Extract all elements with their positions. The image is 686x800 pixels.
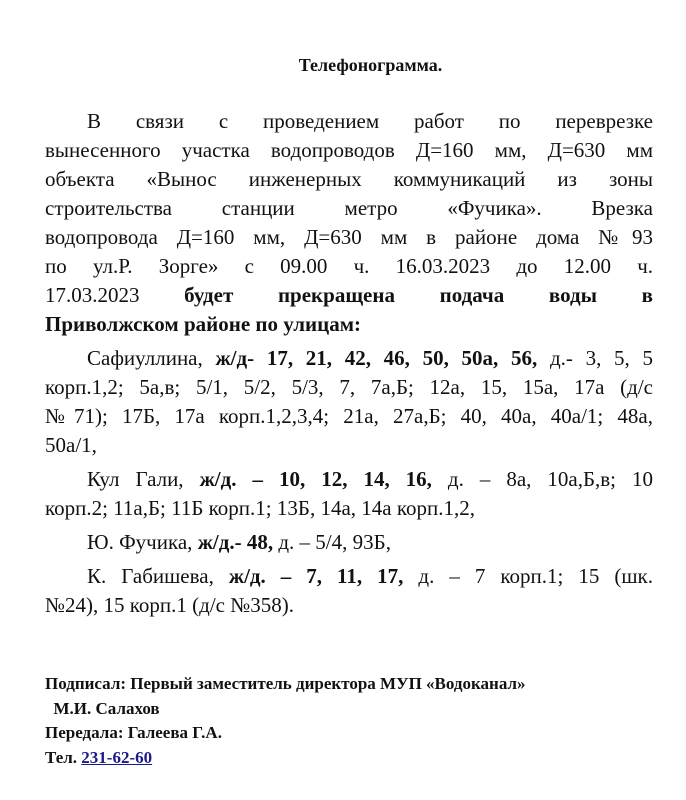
paragraph	[45, 562, 653, 620]
text: №24), 15 корп.1 (д/с №358).	[45, 593, 295, 617]
text-line	[45, 252, 653, 281]
text-line	[45, 310, 653, 339]
text: В связи с проведением работ по переврезке	[87, 109, 653, 133]
text-line	[45, 402, 653, 431]
text: Сафиуллина,	[87, 346, 216, 370]
text-line	[45, 528, 653, 557]
signature-block	[45, 672, 526, 770]
text-line	[45, 431, 653, 460]
text-line	[45, 165, 653, 194]
phone-label: Тел.	[45, 747, 82, 767]
bold-text: ж/д- 17, 21, 42, 46, 50, 50а, 56,	[215, 346, 538, 370]
phone-link[interactable]: 231-62-60	[81, 747, 153, 767]
text: корп.2; 11а,Б; 11Б корп.1; 13Б, 14а, 14а корп.1,2,	[45, 496, 475, 520]
text: д. – 5/4, 93Б,	[273, 530, 391, 554]
text-line	[45, 494, 653, 523]
text: корп.1,2; 5а,в; 5/1, 5/2, 5/3, 7, 7а,Б; 12а, 15, 15а, 17а (д/с	[45, 375, 653, 399]
text: №71); 17Б, 17а корп.1,2,3,4; 21а, 27а,Б; 40, 40а, 40а/1; 48а,	[45, 404, 653, 428]
text-line	[45, 281, 653, 310]
bold-text: будет прекращена подача воды в	[184, 283, 653, 307]
text-line	[45, 344, 653, 373]
bold-text: ж/д.- 48,	[197, 530, 274, 554]
text-line	[45, 107, 653, 136]
text: вынесенного участка водопроводов Д=160 мм, Д=630 мм	[45, 138, 653, 162]
signed-by: Подписал: Первый заместитель директора МУП «Водоканал»	[45, 674, 526, 693]
signer-name: М.И. Салахов	[45, 698, 160, 718]
paragraph	[45, 344, 653, 460]
text-line	[45, 223, 653, 252]
text: строительства станции метро «Фучика». Врезка	[45, 196, 653, 220]
text-line	[45, 373, 653, 402]
document-body	[45, 107, 653, 625]
paragraph	[45, 465, 653, 523]
text-line	[45, 194, 653, 223]
text: 17.03.2023	[45, 283, 185, 307]
sent-by: Передала: Галеева Г.А.	[45, 723, 222, 742]
text-line	[45, 465, 653, 494]
text-line	[45, 136, 653, 165]
text: 50а/1,	[45, 433, 97, 457]
text: Кул Гали,	[87, 467, 200, 491]
text: д. – 7 корп.1; 15 (шк.	[403, 564, 653, 588]
text: водопровода Д=160 мм, Д=630 мм в районе дома №93	[45, 225, 653, 249]
bold-text: Приволжском районе по улицам:	[45, 312, 362, 336]
text: Ю. Фучика,	[87, 530, 198, 554]
bold-text: ж/д. – 7, 11, 17,	[228, 564, 404, 588]
text: по ул.Р. Зорге» с 09.00 ч. 16.03.2023 до 12.00 ч.	[45, 254, 653, 278]
text-line	[45, 591, 653, 620]
text: д.- 3, 5, 5	[537, 346, 653, 370]
document-title: Телефонограмма.	[298, 55, 443, 75]
paragraph	[45, 528, 653, 557]
paragraph	[45, 107, 653, 339]
phone-line	[45, 746, 526, 771]
text: К. Габишева,	[87, 564, 229, 588]
text-line	[45, 562, 653, 591]
text: объекта «Вынос инженерных коммуникаций из зоны	[45, 167, 653, 191]
text: д. – 8а, 10а,Б,в; 10	[431, 467, 654, 491]
bold-text: ж/д. – 10, 12, 14, 16,	[199, 467, 432, 491]
